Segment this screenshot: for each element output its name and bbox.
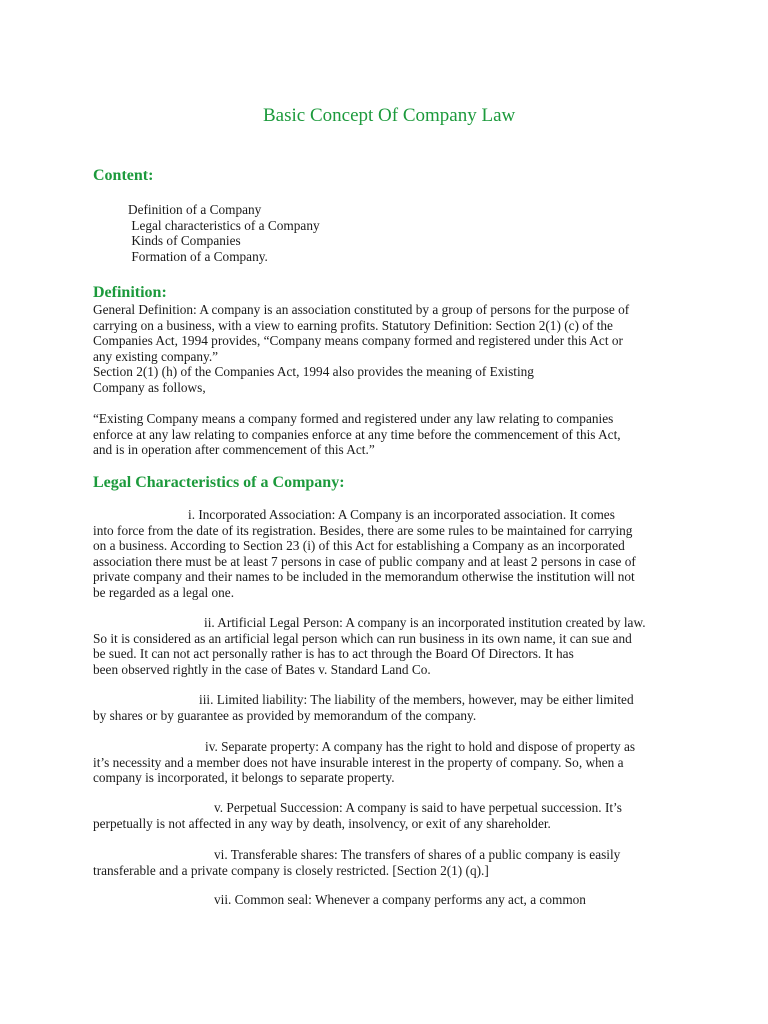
quote-line: and is in operation after commencement of this Act.” (93, 442, 375, 458)
definition-line: Company as follows, (93, 379, 206, 395)
characteristic-line: ii. Artificial Legal Person: A company is an incorporated institution created by law. (204, 615, 646, 630)
characteristic-line: company is incorporated, it belongs to separate property. (93, 770, 395, 786)
characteristic-item (93, 847, 620, 878)
characteristic-line: it’s necessity and a member does not have insurable interest in the property of company. So, when a (93, 754, 624, 770)
definition-line: Section 2(1) (h) of the Companies Act, 1994 also provides the meaning of Existing (93, 364, 534, 380)
content-item: Kinds of Companies (128, 233, 241, 249)
characteristic-line: So it is considered as an artificial legal person which can run business in its own name, it can sue and (93, 630, 632, 646)
characteristic-item (93, 507, 636, 601)
characteristic-line: perpetually is not affected in any way by death, insolvency, or exit of any shareholder. (93, 815, 551, 831)
characteristic-line: by shares or by guarantee as provided by memorandum of the company. (93, 707, 477, 723)
characteristic-line: private company and their names to be included in the memorandum otherwise the institution will not (93, 569, 635, 585)
characteristic-line: be sued. It can not act personally rather is has to act through the Board Of Directors. It has (93, 646, 574, 662)
characteristic-line: iii. Limited liability: The liability of the members, however, may be either limited (199, 692, 634, 707)
characteristic-line: been observed rightly in the case of Bates v. Standard Land Co. (93, 661, 431, 677)
content-item: Legal characteristics of a Company (128, 217, 320, 233)
characteristic-line: into force from the date of its registration. Besides, there are some rules to be maintained for carrying (93, 522, 633, 538)
characteristic-line: be regarded as a legal one. (93, 584, 235, 600)
legal-characteristics-heading: Legal Characteristics of a Company: (93, 474, 345, 491)
quote-line: enforce at any law relating to companies enforce at any time before the commencement of this Act, (93, 426, 621, 442)
existing-company-quote (93, 411, 621, 458)
definition-paragraph (93, 302, 629, 396)
content-list (128, 202, 320, 264)
characteristic-line: transferable and a private company is closely restricted. [Section 2(1) (q).] (93, 862, 489, 878)
characteristic-line: v. Perpetual Succession: A company is said to have perpetual succession. It’s (214, 800, 622, 815)
content-heading: Content: (93, 167, 154, 184)
characteristic-line: vii. Common seal: Whenever a company performs any act, a common (214, 892, 586, 907)
characteristic-line: i. Incorporated Association: A Company is an incorporated association. It comes (188, 507, 615, 522)
characteristic-item (93, 739, 635, 786)
characteristic-line: association there must be at least 7 persons in case of public company and at least 2 persons in case of (93, 553, 636, 569)
definition-line: Companies Act, 1994 provides, “Company means company formed and registered under this Act or (93, 333, 623, 349)
characteristic-item (93, 800, 622, 831)
definition-line: carrying on a business, with a view to earning profits. Statutory Definition: Section 2(1) (c) of the (93, 317, 613, 333)
characteristic-line: vi. Transferable shares: The transfers of shares of a public company is easily (214, 847, 621, 862)
definition-line: General Definition: A company is an association constituted by a group of persons for the purpose of (93, 302, 630, 317)
definition-line: any existing company.” (93, 348, 219, 364)
characteristic-item (93, 615, 646, 677)
definition-heading: Definition: (93, 284, 167, 301)
content-item: Formation of a Company. (128, 248, 268, 264)
characteristic-line: on a business. According to Section 23 (i) of this Act for establishing a Company as an incorporated (93, 538, 625, 554)
characteristic-item (93, 892, 586, 908)
characteristic-item (93, 692, 634, 723)
document-title: Basic Concept Of Company Law (263, 105, 516, 126)
content-item: Definition of a Company (128, 202, 262, 217)
characteristic-line: iv. Separate property: A company has the right to hold and dispose of property as (205, 739, 636, 754)
quote-line: “Existing Company means a company formed and registered under any law relating to companies (93, 411, 614, 426)
